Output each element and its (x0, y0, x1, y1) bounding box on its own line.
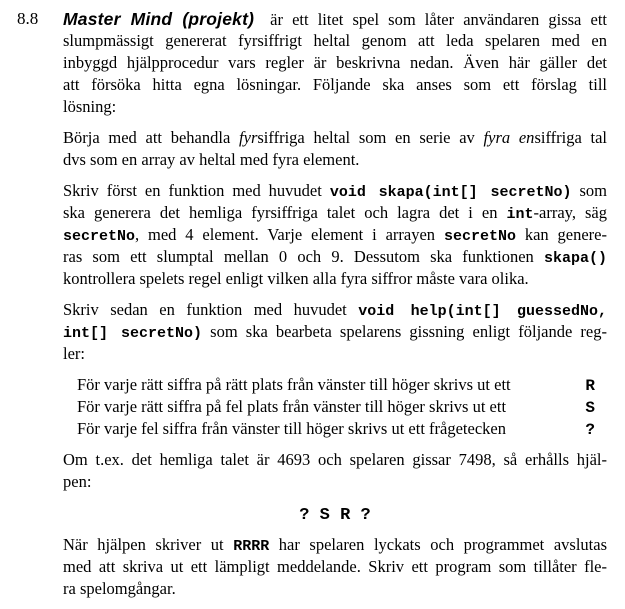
text-run: Om t.ex. det hemliga talet är 4693 och spelaren gissar 7498, så erhålls hjäl- (63, 450, 607, 469)
text-run: dvs som en array av heltal med fyra element. (63, 150, 360, 169)
text-run: Skriv först en funktion med huvudet (63, 181, 330, 200)
rules-list (63, 374, 607, 440)
italic-run: fyr (239, 128, 258, 147)
text-run: kontrollera spelets regel enligt vilken alla fyra siffror måste vara olika. (63, 269, 529, 288)
text-run: -array, säg (533, 203, 607, 222)
text-line (63, 471, 607, 493)
rule-letter: ? (585, 421, 595, 439)
text-line (63, 246, 607, 268)
text-run: ler: (63, 344, 85, 363)
text-run: När hjälpen skriver ut (63, 535, 234, 554)
text-line (63, 8, 607, 30)
text-line (63, 30, 607, 52)
rule-row (63, 418, 595, 440)
text-run: med att skriva ut ett lämpligt meddelande. Skriv ett program som tillåter fle- (63, 557, 607, 576)
text-run: Skriv sedan en funktion med huvudet (63, 300, 359, 319)
code-run: skapa() (543, 250, 607, 267)
text-run: lösning: (63, 97, 117, 116)
code-run: int[] secretNo) (63, 325, 203, 342)
rule-letter: R (585, 377, 595, 395)
text-run: har spelaren lyckats och programmet avslutas (269, 535, 607, 554)
code-run: void skapa(int[] secretNo) (329, 184, 572, 201)
paragraph (63, 534, 607, 600)
text-line (63, 74, 607, 96)
text-line (63, 149, 607, 171)
text-line (63, 321, 607, 343)
text-line (63, 534, 607, 556)
paragraph (63, 299, 607, 365)
text-line (63, 52, 607, 74)
text-line (63, 268, 607, 290)
text-run: siffriga heltal som en serie av (257, 128, 484, 147)
text-run: kan genere- (515, 225, 607, 244)
text-run: , med 4 element. Varje element i arrayen (135, 225, 444, 244)
project-title: Master Mind (projekt) (63, 9, 255, 29)
text-line (63, 127, 607, 149)
blocks (63, 8, 607, 600)
text-line (63, 224, 607, 246)
text-line (63, 202, 607, 224)
text-run: Börja med att behandla (63, 128, 240, 147)
code-run: secretNo (443, 228, 516, 245)
rule-text: För varje rätt siffra på rätt plats från vänster till höger skrivs ut ett (77, 375, 511, 394)
rule-row (63, 396, 595, 418)
section-number: 8.8 (17, 9, 39, 28)
text-line (63, 299, 607, 321)
text-run: att försöka hitta egna lösningar. Följande ska anses som ett förslag till (63, 75, 607, 94)
text-run: ska generera det hemliga fyrsiffriga talet och lagra det i en (63, 203, 507, 222)
text-line (63, 96, 607, 118)
text-run: inbyggd hjälpprocedur vars regler är beskrivna nedan. Även här gäller det (63, 53, 607, 72)
text-line (63, 343, 607, 365)
code-run: void help(int[] guessedNo, (358, 303, 607, 320)
text-run: som (571, 181, 607, 200)
paragraph (63, 449, 607, 493)
paragraph (63, 127, 607, 171)
rule-text: För varje rätt siffra på fel plats från vänster till höger skrivs ut ett (77, 397, 507, 416)
text-run: slumpmässigt genererat fyrsiffrigt heltal genom att leda spelaren med en (63, 31, 607, 50)
text-run: är ett litet spel som låter användaren gissa ett (270, 10, 607, 29)
paragraph (63, 8, 607, 118)
code-run: secretNo (63, 228, 136, 245)
rule-letter: S (585, 399, 595, 417)
code-run: int (506, 206, 534, 223)
text-line (63, 556, 607, 578)
text-run: pen: (63, 472, 92, 491)
text-line (63, 578, 607, 600)
text-run: ra spelomgångar. (63, 579, 176, 598)
text-line (63, 180, 607, 202)
text-run: som ska bearbeta spelarens gissning enligt följande reg- (202, 322, 607, 341)
content-column (63, 8, 607, 609)
paragraph (63, 180, 607, 290)
italic-run: fyra en (483, 128, 535, 147)
code-run: RRRR (233, 538, 270, 555)
text-line (63, 449, 607, 471)
rule-text: För varje fel siffra från vänster till höger skrivs ut ett frågetecken (77, 419, 506, 438)
rule-row (63, 374, 595, 396)
text-run: ras som ett slumptal mellan 0 och 9. Dessutom ska funktionen (63, 247, 544, 266)
help-output-example: ? S R ? (299, 506, 371, 525)
text-run: siffriga tal (534, 128, 607, 147)
